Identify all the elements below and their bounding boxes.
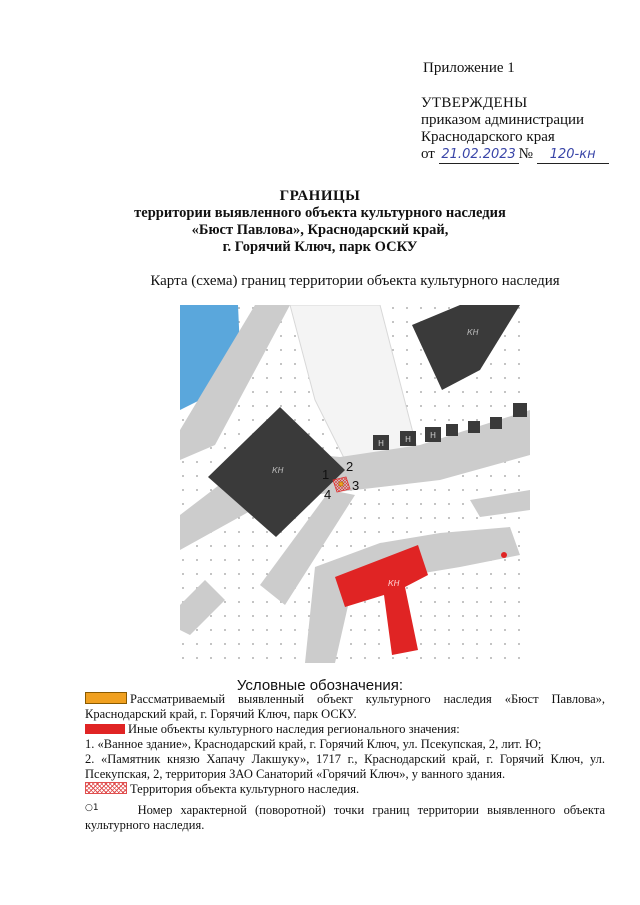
red-swatch-icon	[85, 724, 125, 734]
legend-item-other-objects	[85, 722, 605, 737]
legend-item-1-text: Рассматриваемый выявленный объект культурного наследия «Бюст Павлова», Краснодарский край, г. Горячий Ключ, парк ОСКУ.	[85, 692, 605, 721]
approval-block	[421, 95, 609, 164]
boundary-map	[180, 305, 530, 663]
monument-marker	[501, 552, 507, 558]
bust-object-marker	[339, 482, 343, 486]
approval-date-line	[421, 146, 609, 164]
map-svg	[180, 305, 530, 663]
boundary-point-2: 2	[346, 459, 354, 474]
legend-item-territory	[85, 782, 605, 797]
appendix-label: Приложение 1	[423, 60, 515, 76]
hatch-swatch-icon	[85, 782, 127, 794]
date-value: 21.02.2023	[439, 146, 519, 164]
building-kn-top-label: КН	[467, 328, 479, 337]
approved-heading: УТВЕРЖДЕНЫ	[421, 95, 528, 111]
map-caption: Карта (схема) границ территории объекта культурного наследия	[150, 273, 560, 289]
building-n-5	[468, 421, 480, 433]
date-prefix: от	[421, 146, 435, 162]
building-n-3-label: Н	[430, 431, 437, 440]
building-n-7	[513, 403, 527, 417]
building-n-6	[490, 417, 502, 429]
heritage-building-label: КН	[388, 579, 400, 588]
legend-item-3-text: Территория объекта культурного наследия.	[130, 782, 360, 796]
building-n-1-label: Н	[378, 439, 385, 448]
boundary-point-3: 3	[352, 478, 360, 493]
legend	[85, 692, 605, 833]
legend-item-2-head: Иные объекты культурного наследия регионального значения:	[128, 722, 460, 736]
title-line-1: ГРАНИЦЫ	[279, 188, 361, 204]
legend-item-4-text: Номер характерной (поворотной) точки границ территории выявленного объекта культурного наследия.	[85, 803, 605, 832]
legend-item-subject-object	[85, 692, 605, 722]
title-line-3: «Бюст Павлова», Краснодарский край,	[191, 222, 449, 238]
approved-line-3: Краснодарского края	[421, 129, 555, 145]
number-value: 120-кн	[537, 146, 609, 164]
document-title	[0, 188, 640, 256]
legend-title: Условные обозначения:	[236, 677, 404, 694]
legend-item-point-number	[85, 801, 605, 833]
building-n-4	[446, 424, 458, 436]
building-n-2-label: Н	[405, 435, 412, 444]
legend-item-2-1: 1. «Ванное здание», Краснодарский край, г. Горячий Ключ, ул. Псекупская, 2, лит. Ю;	[85, 737, 542, 751]
legend-item-2-2: 2. «Памятник князю Хапачу Лакшуку», 1717 г., Краснодарский край, г. Горячий Ключ, ул. Псекупская, 2, территория ЗАО Санаторий «Горячий Ключ», у ванного здания.	[85, 752, 605, 781]
point-number-sample-icon: ○1	[85, 803, 99, 813]
boundary-point-1: 1	[322, 467, 330, 482]
building-kn-left-label: КН	[272, 466, 284, 475]
number-prefix: №	[518, 146, 533, 162]
title-line-4: г. Горячий Ключ, парк ОСКУ	[222, 239, 418, 255]
orange-swatch-icon	[85, 692, 127, 704]
title-line-2: территории выявленного объекта культурного наследия	[134, 205, 506, 221]
approved-line-2: приказом администрации	[421, 112, 585, 128]
boundary-point-4: 4	[324, 487, 332, 502]
